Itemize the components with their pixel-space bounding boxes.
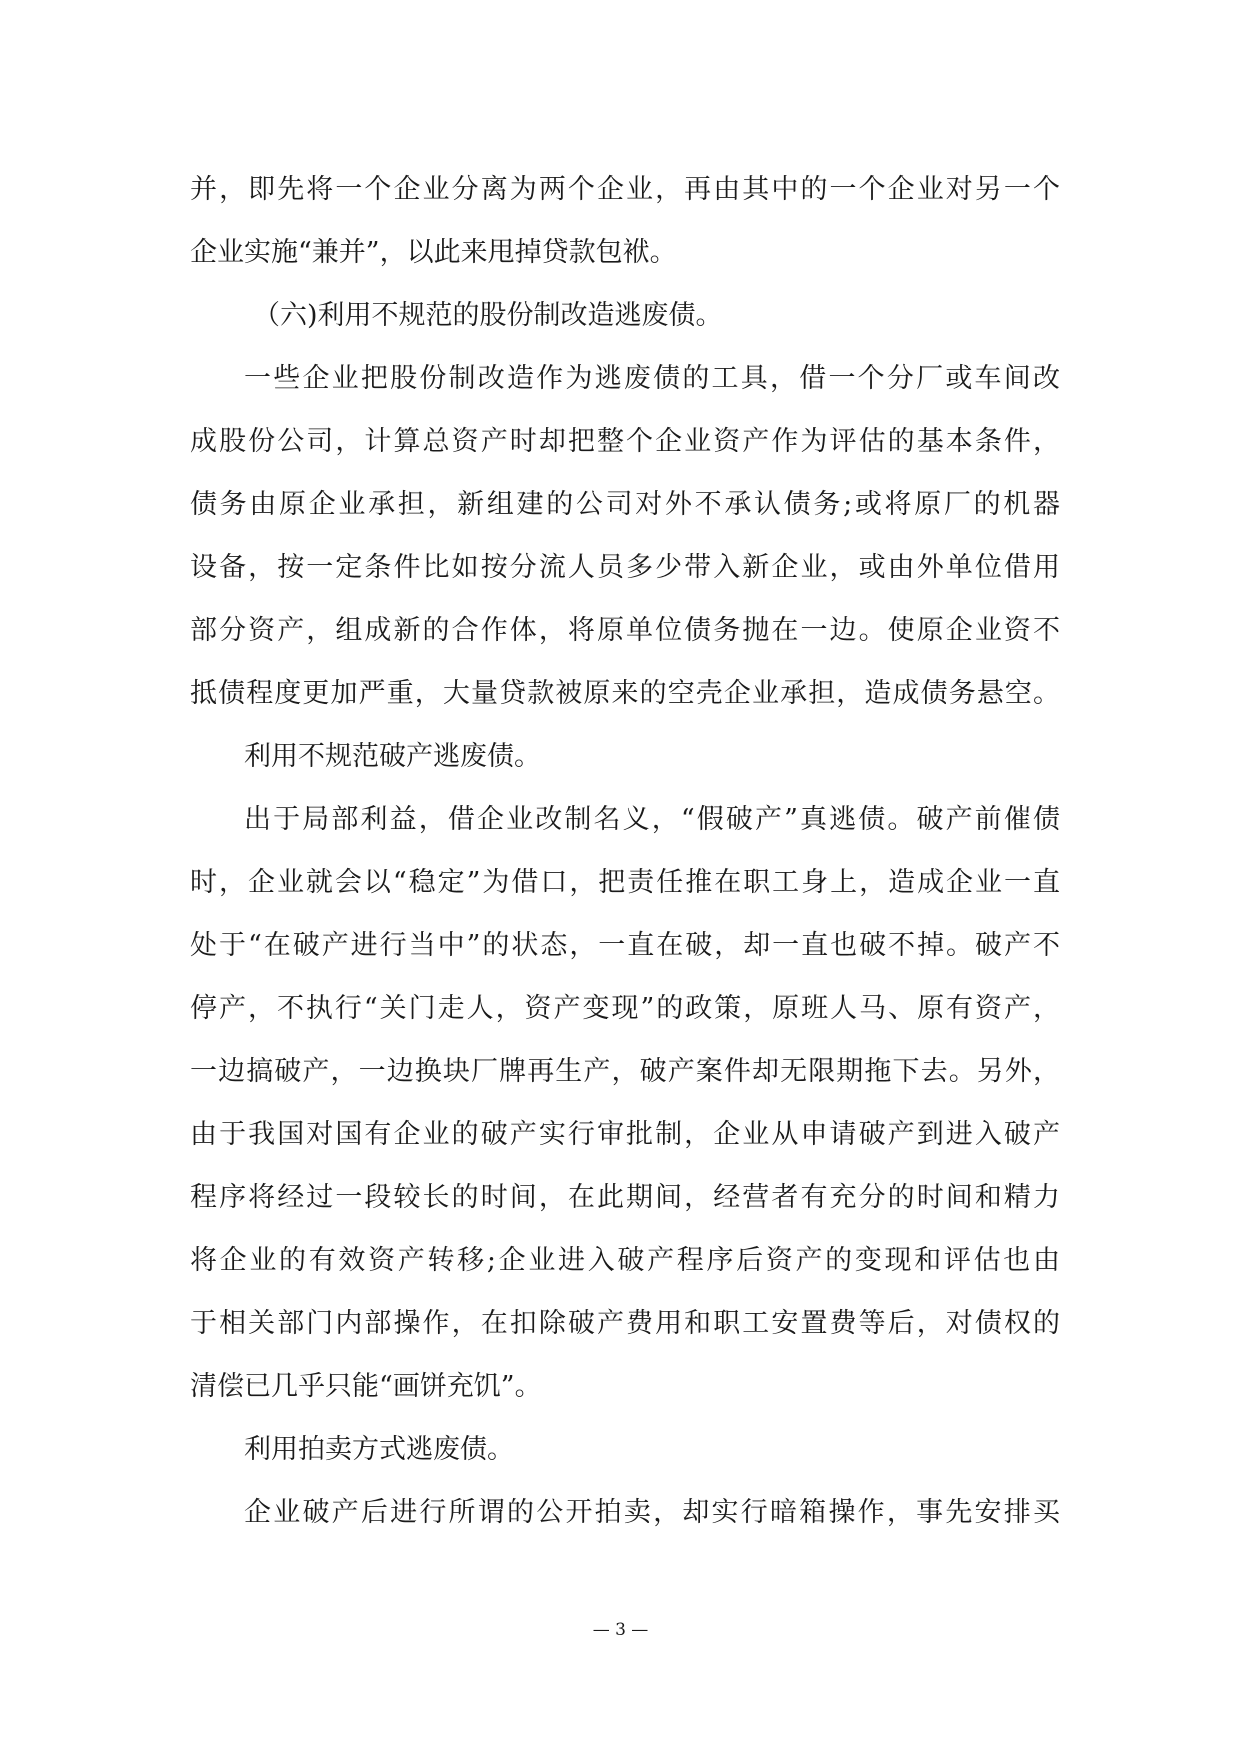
text-line: 停产，不执行“关门走人，资产变现”的政策，原班人马、原有资产， — [190, 993, 1060, 1024]
text-line: 清偿已几乎只能“画饼充饥”。 — [190, 1371, 542, 1402]
text-line: 利用拍卖方式逃废债。 — [244, 1434, 514, 1465]
text-line: 企业实施“兼并”，以此来甩掉贷款包袱。 — [190, 237, 677, 268]
text-line: （六)利用不规范的股份制改造逃废债。 — [253, 300, 723, 331]
text-line: 时，企业就会以“稳定”为借口，把责任推在职工身上，造成企业一直 — [190, 867, 1060, 898]
text-line: 债务由原企业承担，新组建的公司对外不承认债务;或将原厂的机器 — [190, 489, 1060, 520]
text-line: 利用不规范破产逃废债。 — [244, 741, 541, 772]
text-line: 设备，按一定条件比如按分流人员多少带入新企业，或由外单位借用 — [190, 552, 1060, 583]
text-line: 将企业的有效资产转移;企业进入破产程序后资产的变现和评估也由 — [190, 1245, 1060, 1276]
text-line: 由于我国对国有企业的破产实行审批制，企业从申请破产到进入破产 — [190, 1119, 1060, 1150]
text-line: 一边搞破产，一边换块厂牌再生产，破产案件却无限期拖下去。另外， — [190, 1056, 1060, 1087]
text-line: 出于局部利益，借企业改制名义，“假破产”真逃债。破产前催债 — [244, 804, 1060, 835]
text-line: 成股份公司，计算总资产时却把整个企业资产作为评估的基本条件， — [190, 426, 1060, 457]
text-line: 于相关部门内部操作，在扣除破产费用和职工安置费等后，对债权的 — [190, 1308, 1060, 1339]
text-line: 程序将经过一段较长的时间，在此期间，经营者有充分的时间和精力 — [190, 1182, 1060, 1213]
page-number: — 3 — — [592, 1620, 649, 1640]
text-line: 抵债程度更加严重，大量贷款被原来的空壳企业承担，造成债务悬空。 — [190, 678, 1060, 709]
text-line: 并，即先将一个企业分离为两个企业，再由其中的一个企业对另一个 — [190, 174, 1060, 205]
text-line: 处于“在破产进行当中”的状态，一直在破，却一直也破不掉。破产不 — [190, 930, 1060, 961]
body-text — [190, 158, 1060, 1544]
text-line: 部分资产，组成新的合作体，将原单位债务抛在一边。使原企业资不 — [190, 615, 1060, 646]
text-line: 一些企业把股份制改造作为逃废债的工具，借一个分厂或车间改 — [244, 363, 1060, 394]
text-line: 企业破产后进行所谓的公开拍卖，却实行暗箱操作，事先安排买 — [244, 1497, 1060, 1528]
